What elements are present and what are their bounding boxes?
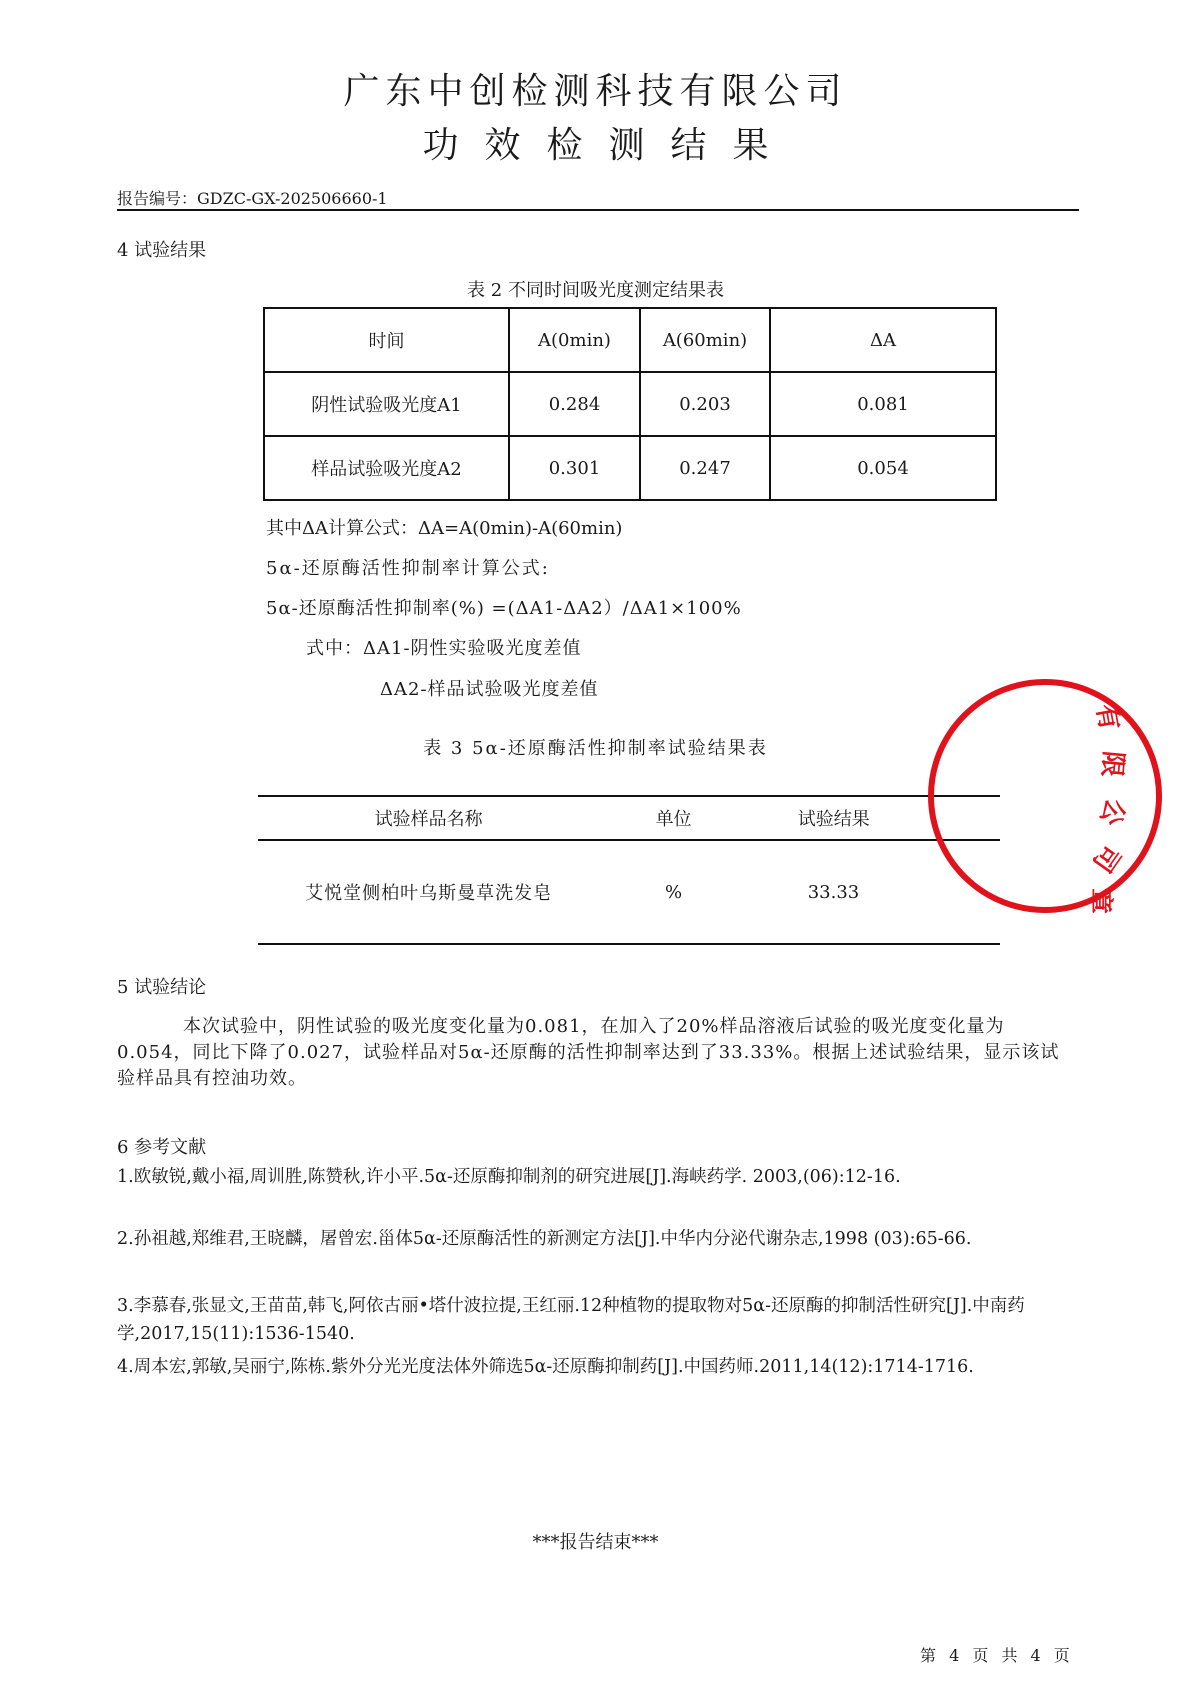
table-cell: 0.301 bbox=[509, 436, 640, 500]
table-cell: 0.284 bbox=[509, 372, 640, 436]
reference-item: 1.欧敏锐,戴小福,周训胜,陈赞秋,许小平.5α-还原酶抑制剂的研究进展[J].海峡药学. 2003,(06):12-16. bbox=[117, 1167, 901, 1187]
conclusion-paragraph: 本次试验中，阴性试验的吸光度变化量为0.081，在加入了20%样品溶液后试验的吸光度变化量为0.054，同比下降了0.027，试验样品对5α-还原酶的活性抑制率达到了33.33%。根据上述试验结果，显示该试验样品具有控油功效。 bbox=[117, 1016, 1060, 1089]
table-cell: 阴性试验吸光度A1 bbox=[264, 372, 509, 436]
formula-delta-a: 其中ΔA计算公式：ΔA=A(0min)-A(60min) bbox=[266, 518, 623, 539]
report-number: 报告编号：GDZC-GX-202506660-1 bbox=[117, 189, 388, 208]
table-cell: 0.081 bbox=[770, 372, 996, 436]
report-end-mark: ***报告结束*** bbox=[532, 1532, 659, 1553]
table-cell: 0.203 bbox=[640, 372, 770, 436]
section-heading-conclusion: 5 试验结论 bbox=[117, 977, 207, 998]
formula-where-a1: 式中：ΔA1-阴性实验吸光度差值 bbox=[306, 638, 582, 659]
table-row bbox=[264, 372, 996, 436]
section-heading-results: 4 试验结果 bbox=[117, 240, 207, 261]
table-header-cell: 试验样品名称 bbox=[258, 796, 599, 840]
reference-item: 4.周本宏,郭敏,吴丽宁,陈栋.紫外分光光度法体外筛选5α-还原酶抑制药[J].中国药师.2011,14(12):1714-1716. bbox=[117, 1357, 974, 1377]
section-heading-references: 6 参考文献 bbox=[117, 1137, 207, 1158]
absorbance-table bbox=[263, 307, 997, 501]
table-header-cell: ΔA bbox=[770, 308, 996, 372]
header-divider bbox=[117, 209, 1079, 211]
svg-text:章: 章 bbox=[1084, 888, 1114, 915]
table-cell: 0.054 bbox=[770, 436, 996, 500]
table-header-cell: 时间 bbox=[264, 308, 509, 372]
table-cell: 33.33 bbox=[748, 840, 1000, 944]
table-row bbox=[258, 840, 1000, 944]
reference-item: 2.孙祖越,郑维君,王晓麟，屠曾宏.甾体5α-还原酶活性的新测定方法[J].中华内分泌代谢杂志,1998 (03):65-66. bbox=[117, 1229, 972, 1249]
table-header-cell: A(60min) bbox=[640, 308, 770, 372]
table-row bbox=[264, 436, 996, 500]
document-title: 功效检测结果 bbox=[422, 125, 795, 166]
svg-text:司: 司 bbox=[1086, 838, 1126, 878]
formula-rate: 5α-还原酶活性抑制率(%) =(ΔA1-ΔA2）/ΔA1×100% bbox=[266, 598, 742, 619]
table-header-cell: 试验结果 bbox=[748, 796, 1000, 840]
company-seal-stamp bbox=[1084, 676, 1191, 916]
table-header-cell: 单位 bbox=[599, 796, 747, 840]
page-number: 第 4 页 共 4 页 bbox=[920, 1646, 1074, 1665]
company-title: 广东中创检测科技有限公司 bbox=[343, 71, 848, 112]
formula-where-a2: ΔA2-样品试验吸光度差值 bbox=[380, 679, 599, 700]
seal-icon bbox=[1084, 676, 1191, 916]
table-cell: 艾悦堂侧柏叶乌斯曼草洗发皂 bbox=[258, 840, 599, 944]
svg-text:限: 限 bbox=[1095, 749, 1129, 779]
table-cell: % bbox=[599, 840, 747, 944]
table-header-row bbox=[258, 796, 1000, 840]
formula-rate-label: 5α-还原酶活性抑制率计算公式: bbox=[266, 558, 550, 579]
table-header-cell: A(0min) bbox=[509, 308, 640, 372]
table-cell: 样品试验吸光度A2 bbox=[264, 436, 509, 500]
svg-text:有: 有 bbox=[1090, 701, 1125, 733]
table-cell: 0.247 bbox=[640, 436, 770, 500]
svg-text:公: 公 bbox=[1093, 794, 1131, 830]
reference-item: 3.李慕春,张显文,王苗苗,韩飞,阿依古丽•塔什波拉提,王红丽.12种植物的提取物对5α-还原酶的抑制活性研究[J].中南药学,2017,15(11):1536-1540. bbox=[117, 1296, 1025, 1344]
table-header-row bbox=[264, 308, 996, 372]
inhibition-rate-table bbox=[258, 795, 1000, 945]
table3-caption: 表 3 5α-还原酶活性抑制率试验结果表 bbox=[423, 738, 768, 759]
table2-caption: 表 2 不同时间吸光度测定结果表 bbox=[467, 280, 724, 301]
